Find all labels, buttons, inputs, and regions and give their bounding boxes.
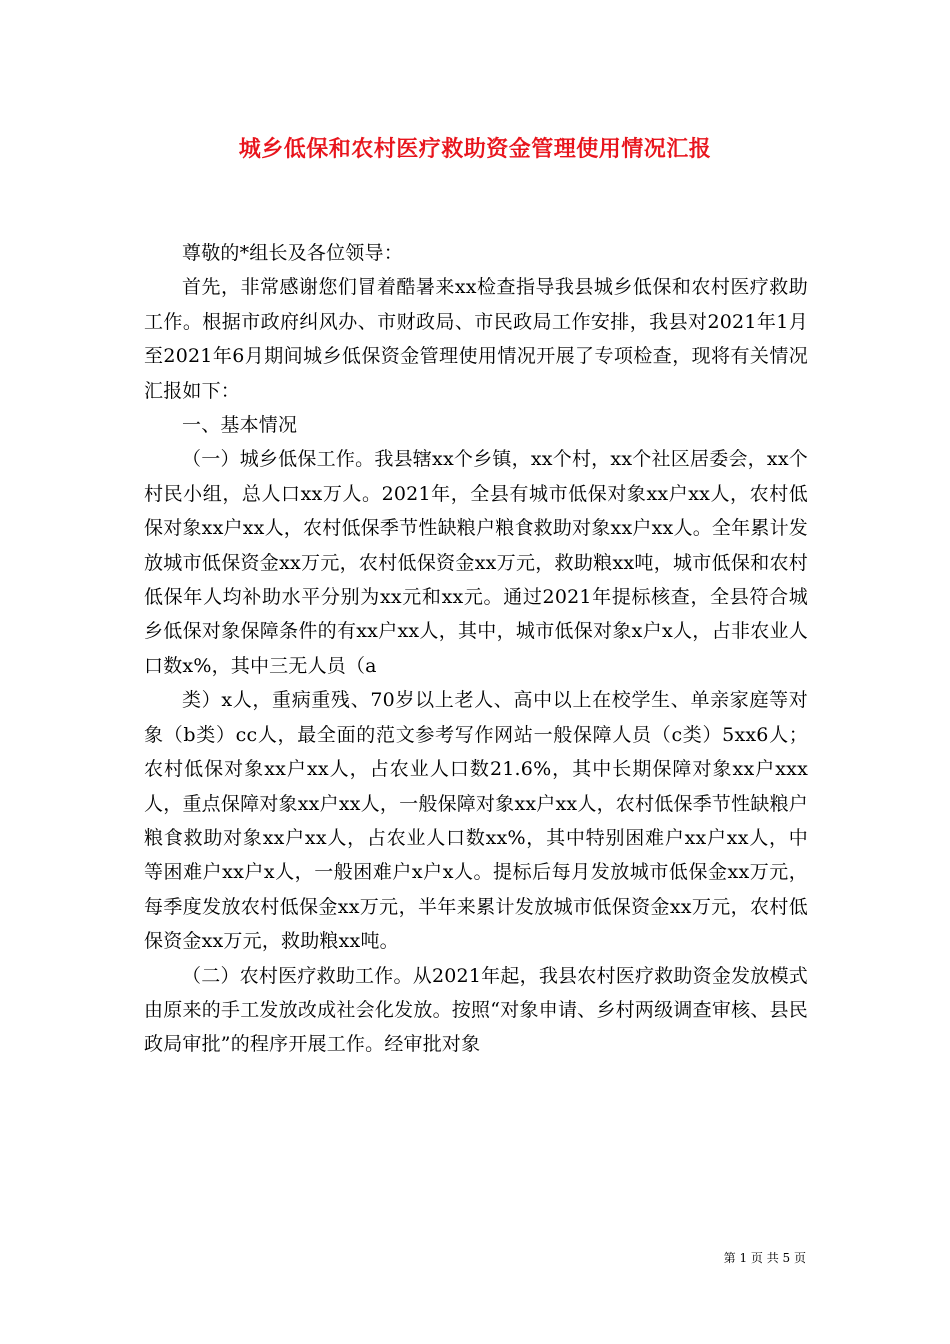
paragraph-urban-rural-subsistence: （一）城乡低保工作。我县辖xx个乡镇，xx个村，xx个社区居委会，xx个村民小组，总人口xx万人。2021年，全县有城市低保对象xx户xx人，农村低保对象xx户xx人，农村低保季节性缺粮户粮食救助对象xx户xx人。全年累计发放城市低保资金xx万元，农村低保资金xx万元，救助粮xx吨，城市低保和农村低保年人均补助水平分别为xx元和xx元。通过2021年提标核查，全县符合城乡低保对象保障条件的有xx户xx人，其中，城市低保对象x户x人，占非农业人口数x%，其中三无人员（a [144,448,808,677]
paragraph-rural-medical-aid: （二）农村医疗救助工作。从2021年起，我县农村医疗救助资金发放模式由原来的手工发放改成社会化发放。按照“对象申请、乡村两级调查审核、县民政局审批”的程序开展工作。经审批对象 [144,964,808,1056]
section-heading: 一、基本情况 [182,414,298,437]
document-body [144,236,808,1062]
salutation: 尊敬的*组长及各位领导： [182,242,403,264]
page-indicator: 第 1 页 共 5 页 [723,1251,806,1265]
paragraph-continuation: 类）x人，重病重残、70岁以上老人、高中以上在校学生、单亲家庭等对象（b类）cc人，最全面的范文参考写作网站一般保障人员（c类）5xx6人；农村低保对象xx户xx人，占农业人口数21.6%，其中长期保障对象xx户xxx人，重点保障对象xx户xx人，一般保障对象xx户xx人，农村低保季节性缺粮户粮食救助对象xx户xx人，占农业人口数xx%，其中特别困难户xx户xx人，中等困难户xx户x人，一般困难户x户x人。提标后每月发放城市低保金xx万元，每季度发放农村低保金xx万元，半年来累计发放城市低保资金xx万元，农村低保资金xx万元，救助粮xx吨。 [144,689,808,953]
document-title: 城乡低保和农村医疗救助资金管理使用情况汇报 [238,136,712,162]
paragraph-intro: 首先，非常感谢您们冒着酷暑来xx检查指导我县城乡低保和农村医疗救助工作。根据市政府纠风办、市财政局、市民政局工作安排，我县对2021年1月至2021年6月期间城乡低保资金管理使用情况开展了专项检查，现将有关情况汇报如下： [144,276,808,402]
